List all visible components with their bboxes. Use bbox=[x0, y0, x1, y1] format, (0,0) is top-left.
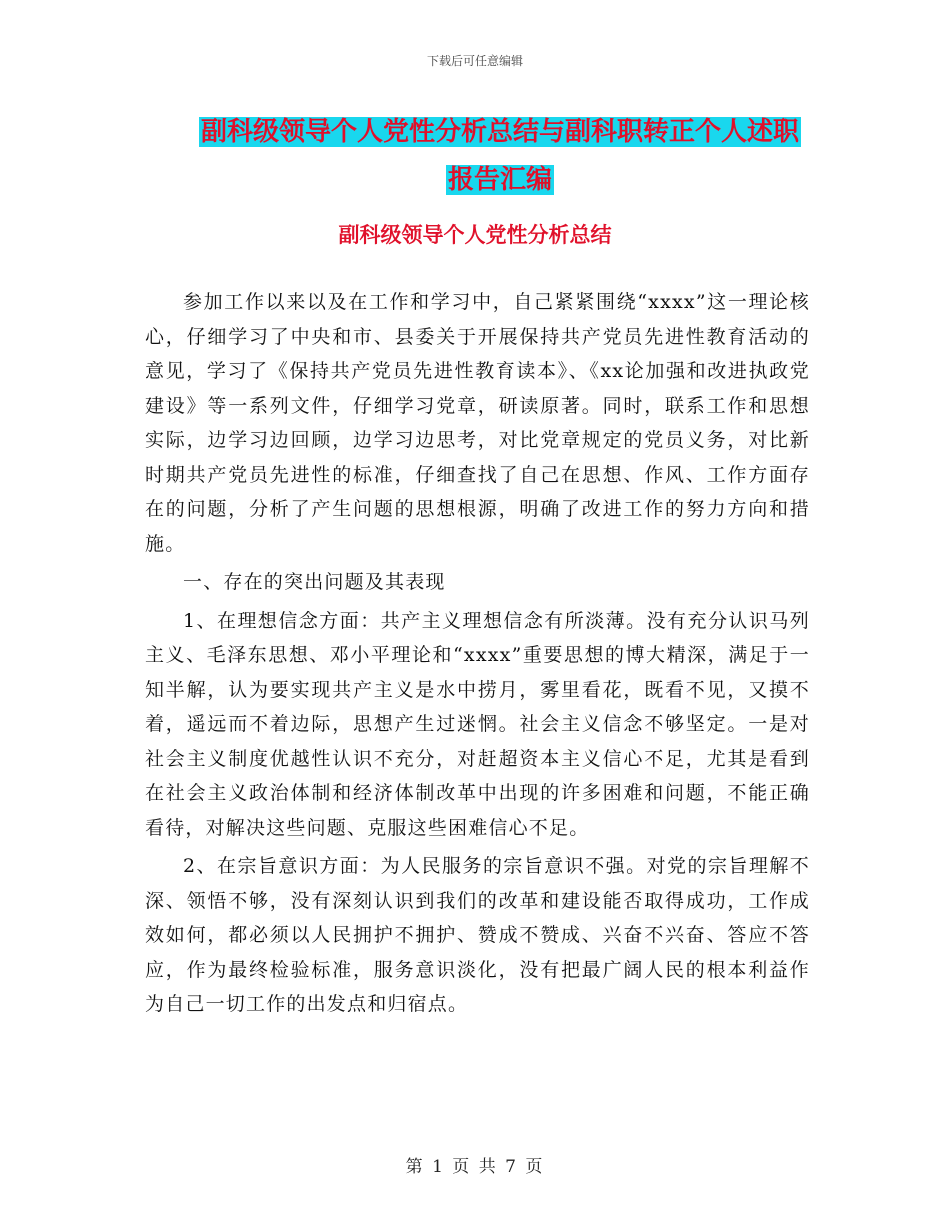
header-note: 下载后可任意编辑 bbox=[426, 54, 523, 68]
page-footer: 第 1 页 共 7 页 bbox=[405, 1157, 545, 1177]
paragraph-heading-problems: 一、存在的突出问题及其表现 bbox=[183, 571, 446, 593]
document-title bbox=[190, 108, 810, 204]
document-body bbox=[145, 285, 810, 1026]
document-title-line-2: 报告汇编 bbox=[447, 165, 552, 195]
paragraph-purpose-awareness: 2、在宗旨意识方面：为人民服务的宗旨意识不强。对党的宗旨理解不深、领悟不够，没有深刻认识到我们的改革和建设能否取得成功，工作成效如何，都必须以人民拥护不拥护、赞成不赞成、兴奋不兴奋、答应不答应，作为最终检验标准，服务意识淡化，没有把最广阔人民的根本利益作为自己一切工作的出发点和归宿点。 bbox=[145, 855, 810, 1015]
paragraph-ideals-beliefs: 1、在理想信念方面：共产主义理想信念有所淡薄。没有充分认识马列主义、毛泽东思想、邓小平理论和“xxxx”重要思想的博大精深，满足于一知半解，认为要实现共产主义是水中捞月，雾里看花，既看不见，又摸不着，遥远而不着边际，思想产生过迷惘。社会主义信念不够坚定。一是对社会主义制度优越性认识不充分，对赶超资本主义信心不足，尤其是看到在社会主义政治体制和经济体制改革中出现的许多困难和问题，不能正确看待，对解决这些问题、克服这些困难信心不足。 bbox=[145, 609, 810, 839]
section-title: 副科级领导个人党性分析总结 bbox=[338, 223, 612, 247]
paragraph-intro: 参加工作以来以及在工作和学习中，自己紧紧围绕“xxxx”这一理论核心，仔细学习了中央和市、县委关于开展保持共产党员先进性教育活动的意见，学习了《保持共产党员先进性教育读本》、《xx论加强和改进执政党建设》等一系列文件，仔细学习党章，研读原著。同时，联系工作和思想实际，边学习边回顾，边学习边思考，对比党章规定的党员义务，对比新时期共产党员先进性的标准，仔细查找了自己在思想、作风、工作方面存在的问题，分析了产生问题的思想根源，明确了改进工作的努力方向和措施。 bbox=[145, 291, 810, 555]
document-title-line-1: 副科级领导个人党性分析总结与副科职转正个人述职 bbox=[200, 117, 799, 147]
